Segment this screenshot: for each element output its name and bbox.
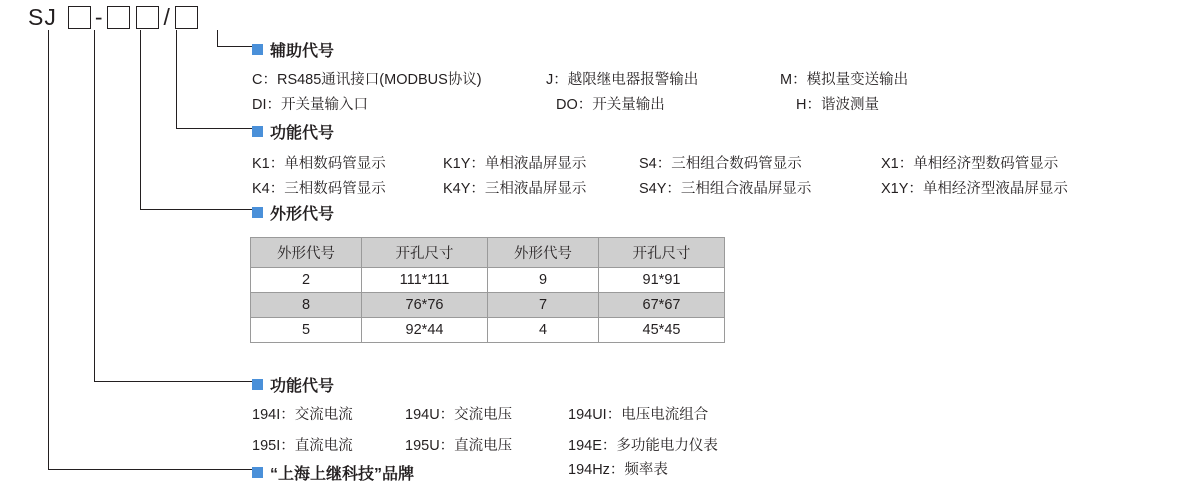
funcdisplay-row1-col4: X1：单相经济型数码管显示 bbox=[881, 156, 1059, 172]
funcdisplay-row2-col4: X1Y：单相经济型液晶屏显示 bbox=[881, 181, 1068, 197]
code-box-3 bbox=[136, 6, 159, 29]
code-box-1 bbox=[68, 6, 91, 29]
section-header-aux bbox=[252, 38, 334, 61]
table-cell: 92*44 bbox=[362, 318, 488, 343]
model-dash: - bbox=[94, 3, 103, 30]
leader-hline-shape bbox=[140, 209, 252, 210]
table-header-cell: 外形代号 bbox=[488, 238, 599, 268]
bullet-square-icon bbox=[252, 44, 263, 55]
table-header-cell: 外形代号 bbox=[251, 238, 362, 268]
section-header-shape bbox=[252, 201, 334, 224]
bullet-square-icon bbox=[252, 207, 263, 218]
functype-row1-col2: 194U：交流电压 bbox=[405, 407, 513, 423]
table-header-row bbox=[251, 238, 725, 268]
table-cell: 2 bbox=[251, 268, 362, 293]
model-slash: / bbox=[163, 3, 170, 30]
section-title-func-display: 功能代号 bbox=[270, 125, 335, 142]
table-cell: 7 bbox=[488, 293, 599, 318]
leader-hline-functype bbox=[94, 381, 252, 382]
section-header-brand bbox=[252, 461, 414, 484]
table-row bbox=[251, 318, 725, 343]
code-box-2 bbox=[107, 6, 130, 29]
section-header-func-type bbox=[252, 373, 334, 396]
functype-row2-col1: 195I：直流电流 bbox=[252, 438, 353, 454]
aux-row2-col2: DO：开关量输出 bbox=[556, 97, 665, 113]
functype-row1-col3: 194UI：电压电流组合 bbox=[568, 407, 709, 423]
functype-row2-col2: 195U：直流电压 bbox=[405, 438, 513, 454]
code-box-4 bbox=[175, 6, 198, 29]
section-title-shape: 外形代号 bbox=[270, 206, 335, 223]
section-header-func-display bbox=[252, 120, 334, 143]
functype-row2-col3: 194E：多功能电力仪表 bbox=[568, 438, 718, 454]
aux-row2-col1: DI：开关量输入口 bbox=[252, 97, 368, 113]
bullet-square-icon bbox=[252, 379, 263, 390]
funcdisplay-row2-col3: S4Y：三相组合液晶屏显示 bbox=[639, 181, 812, 197]
leader-vline-shape bbox=[140, 30, 141, 209]
leader-vline-brand bbox=[48, 30, 49, 469]
funcdisplay-row1-col2: K1Y：单相液晶屏显示 bbox=[443, 156, 587, 172]
functype-row3-col3: 194Hz：频率表 bbox=[568, 462, 668, 478]
bullet-square-icon bbox=[252, 467, 263, 478]
leader-hline-aux bbox=[217, 46, 252, 47]
bullet-square-icon bbox=[252, 126, 263, 137]
table-cell: 67*67 bbox=[599, 293, 725, 318]
aux-row1-col2: J：越限继电器报警输出 bbox=[546, 72, 699, 88]
aux-row1-col1: C：RS485通讯接口(MODBUS协议) bbox=[252, 72, 482, 88]
table-row bbox=[251, 293, 725, 318]
table-cell: 91*91 bbox=[599, 268, 725, 293]
table-header-cell: 开孔尺寸 bbox=[599, 238, 725, 268]
functype-row1-col1: 194I：交流电流 bbox=[252, 407, 353, 423]
table-cell: 45*45 bbox=[599, 318, 725, 343]
table-cell: 4 bbox=[488, 318, 599, 343]
leader-hline-funcdisplay bbox=[176, 128, 252, 129]
funcdisplay-row2-col2: K4Y：三相液晶屏显示 bbox=[443, 181, 587, 197]
table-cell: 76*76 bbox=[362, 293, 488, 318]
model-prefix: SJ bbox=[28, 3, 57, 30]
table-cell: 5 bbox=[251, 318, 362, 343]
funcdisplay-row1-col1: K1：单相数码管显示 bbox=[252, 156, 386, 172]
table-cell: 8 bbox=[251, 293, 362, 318]
model-code-line bbox=[28, 0, 201, 34]
leader-vline-functype bbox=[94, 30, 95, 381]
section-title-func-type: 功能代号 bbox=[270, 378, 335, 395]
section-title-aux: 辅助代号 bbox=[270, 43, 335, 60]
leader-vline-aux bbox=[217, 30, 218, 46]
shape-code-table bbox=[250, 237, 725, 343]
leader-vline-funcdisplay bbox=[176, 30, 177, 128]
table-header-cell: 开孔尺寸 bbox=[362, 238, 488, 268]
funcdisplay-row2-col1: K4：三相数码管显示 bbox=[252, 181, 386, 197]
section-title-brand: “上海上继科技”品牌 bbox=[270, 466, 415, 483]
table-row bbox=[251, 268, 725, 293]
leader-hline-brand bbox=[48, 469, 252, 470]
table-cell: 9 bbox=[488, 268, 599, 293]
table-cell: 111*111 bbox=[362, 268, 488, 293]
aux-row2-col3: H：谐波测量 bbox=[796, 97, 879, 113]
funcdisplay-row1-col3: S4：三相组合数码管显示 bbox=[639, 156, 802, 172]
aux-row1-col3: M：模拟量变送输出 bbox=[780, 72, 909, 88]
